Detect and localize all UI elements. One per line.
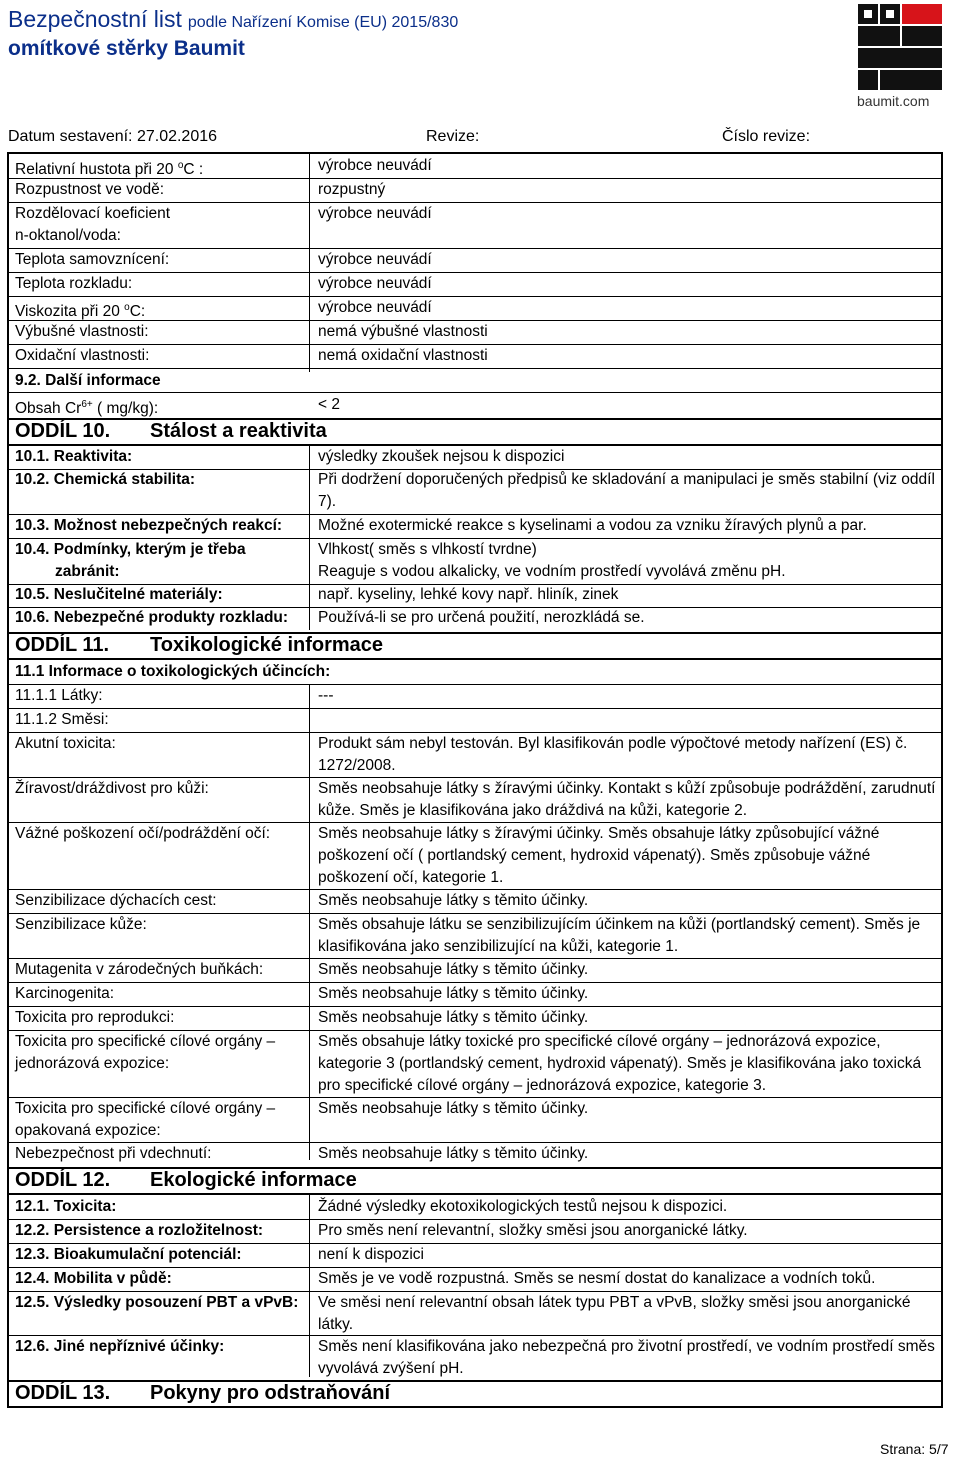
table-row (9, 732, 941, 778)
row-value: Směs je ve vodě rozpustná. Směs se nesmí dostat do kanalizace a vodních toků. (318, 1270, 876, 1287)
subsection-heading: 9.2. Další informace (15, 372, 161, 389)
row-label: 10.2. Chemická stabilita: (15, 471, 196, 488)
table-row (9, 660, 941, 685)
row-label-continued: n-oktanol/voda: (15, 227, 121, 244)
table-row (9, 1219, 941, 1244)
table-row (9, 1195, 941, 1220)
row-value: Žádné výsledky ekotoxikologických testů nejsou k dispozici. (318, 1198, 728, 1215)
section-13-header (9, 1380, 941, 1406)
row-label: 12.5. Výsledky posouzení PBT a vPvB: (15, 1294, 299, 1311)
row-value: výrobce neuvádí (318, 299, 432, 316)
row-label: 12.6. Jiné nepříznivé účinky: (15, 1338, 225, 1355)
row-value: výrobce neuvádí (318, 205, 432, 222)
row-label: Toxicita pro specifické cílové orgány – jednorázová expozice: (15, 1033, 276, 1073)
table-row (9, 889, 941, 914)
row-label: Senzibilizace dýchacích cest: (15, 892, 217, 909)
table-row (9, 446, 941, 470)
row-label: 12.3. Bioakumulační potenciál: (15, 1246, 242, 1263)
document-body (7, 152, 943, 1408)
table-row (9, 1006, 941, 1031)
row-label-continued: zabránit: (55, 563, 120, 580)
revision-label: Revize: (426, 128, 480, 145)
section-10-header (9, 418, 941, 446)
table-row (9, 777, 941, 823)
row-label: Relativní hustota při 20 $^o$C : (15, 160, 204, 179)
table-row (9, 514, 941, 539)
table-row (9, 344, 941, 369)
row-value: Směs není klasifikována jako nebezpečná pro životní prostředí, ve vodním prostředí směs vyvolává zvýšení pH. (318, 1338, 935, 1377)
row-label: Výbušné vlastnosti: (15, 323, 149, 340)
table-row (9, 1291, 941, 1336)
row-label: 12.1. Toxicita: (15, 1198, 117, 1215)
row-label: 10.6. Nebezpečné produkty rozkladu: (15, 609, 289, 626)
title-regulation: podle Nařízení Komise (EU) 2015/830 (187, 14, 459, 31)
row-label: 10.3. Možnost nebezpečných reakcí: (15, 517, 283, 534)
row-label: Vážné poškození očí/podráždění očí: (15, 825, 271, 842)
row-label: Teplota rozkladu: (15, 275, 133, 292)
section-number: ODDÍL 11. (15, 634, 110, 656)
table-row (9, 154, 941, 179)
row-value: Vlhkost( směs s vlhkostí tvrdne) (318, 541, 537, 558)
section-number: ODDÍL 13. (15, 1382, 111, 1404)
row-value: Směs neobsahuje látky s těmito účinky. (318, 1100, 589, 1117)
table-row (9, 202, 941, 249)
table-row (9, 538, 941, 585)
row-value: Směs neobsahuje látky s těmito účinky. (318, 892, 589, 909)
row-label: Teplota samovznícení: (15, 251, 170, 268)
table-row (9, 822, 941, 890)
title-main: Bezpečnostní list (8, 6, 182, 32)
row-value: Produkt sám nebyl testován. Byl klasifikován podle výpočtové metody nařízení (ES) č. 1272/2008. (318, 735, 908, 774)
row-value: výrobce neuvádí (318, 157, 432, 174)
row-value: Používá-li se pro určená použití, nerozkládá se. (318, 609, 645, 626)
row-value-continued: Reaguje s vodou alkalicky, ve vodním prostředí vyvolává změnu pH. (318, 563, 786, 580)
section-11-header (9, 632, 941, 660)
section-title: Ekologické informace (150, 1169, 357, 1191)
row-label: Rozpustnost ve vodě: (15, 181, 165, 198)
row-label: 11.1.1 Látky: (15, 687, 103, 704)
row-label: Akutní toxicita: (15, 735, 116, 752)
row-value: např. kyseliny, lehké kovy např. hliník, zinek (318, 586, 619, 603)
table-row (9, 584, 941, 608)
row-value: Směs obsahuje látku se senzibilizujícím účinkem na kůži (portlandský cement). Směs je klasifikována jako senzibilizující na kůži, kategorie 1. (318, 916, 921, 955)
row-value: nemá oxidační vlastnosti (318, 347, 488, 364)
table-row (9, 296, 941, 321)
section-title: Stálost a reaktivita (150, 420, 327, 442)
row-value: Směs obsahuje látky toxické pro specifické cílové orgány – jednorázová expozice, kategorie 3 (portlandský cement, hydroxid vápenatý). Směs je klasifikována jako toxická pro specifické cílové orgány – jednorázová expozice, kategorie 3. (318, 1033, 922, 1095)
row-value: výrobce neuvádí (318, 275, 432, 292)
table-row (9, 1267, 941, 1292)
row-value: Směs neobsahuje látky s žíravými účinky. Směs obsahuje látky způsobující vážné poškození očí ( portlandský cement, hydroxid vápenatý). Směs způsobuje vážné poškození očí, kategorie 1. (318, 825, 880, 886)
date-compiled: Datum sestavení: 27.02.2016 (8, 128, 218, 145)
row-value: výrobce neuvádí (318, 251, 432, 268)
product-name: omítkové stěrky Baumit (8, 37, 245, 60)
row-value: --- (318, 687, 334, 704)
row-value: Při dodržení doporučených předpisů ke skladování a manipulaci je směs stabilní (viz oddíl 7). (318, 471, 935, 510)
section-number: ODDÍL 10. (15, 420, 111, 442)
table-row (9, 1335, 941, 1379)
table-row (9, 1142, 941, 1166)
table-row (9, 607, 941, 630)
subsection-heading: 11.1 Informace o toxikologických účincích: (15, 663, 331, 680)
section-12-header (9, 1167, 941, 1195)
table-row (9, 1030, 941, 1098)
table-row (9, 913, 941, 959)
row-label: 10.4. Podmínky, kterým je třeba (15, 541, 246, 558)
section-number: ODDÍL 12. (15, 1169, 111, 1191)
row-value: Pro směs není relevantní, složky směsi jsou anorganické látky. (318, 1222, 748, 1239)
table-row (9, 708, 941, 733)
row-value: není k dispozici (318, 1246, 424, 1263)
row-label: 12.2. Persistence a rozložitelnost: (15, 1222, 264, 1239)
row-value: nemá výbušné vlastnosti (318, 323, 488, 340)
row-label: 12.4. Mobilita v půdě: (15, 1270, 172, 1287)
table-row (9, 320, 941, 345)
row-value: výsledky zkoušek nejsou k dispozici (318, 448, 565, 465)
table-row (9, 392, 941, 416)
row-label: Toxicita pro specifické cílové orgány – opakovaná expozice: (15, 1100, 276, 1139)
revision-number-label: Číslo revize: (722, 128, 811, 145)
row-label: Senzibilizace kůže: (15, 916, 147, 933)
row-label: Karcinogenita: (15, 985, 115, 1002)
page-number: Strana: 5/7 (880, 1441, 949, 1457)
table-row (9, 469, 941, 515)
section-title: Pokyny pro odstraňování (150, 1382, 391, 1404)
logo-url: baumit.com (857, 93, 930, 109)
subsection-9-2 (9, 368, 941, 393)
row-value: rozpustný (318, 181, 386, 198)
table-row (9, 982, 941, 1007)
row-label: Toxicita pro reprodukci: (15, 1009, 175, 1026)
row-value: Možné exotermické reakce s kyselinami a vodou za vzniku žíravých plynů a par. (318, 517, 867, 534)
row-value: < 2 (318, 396, 340, 413)
baumit-logo-icon (852, 2, 948, 94)
row-value: Ve směsi není relevantní obsah látek typu PBT a vPvB, složky směsi jsou anorganické látky. (318, 1294, 911, 1333)
row-label: Viskozita při 20 $^o$C: (15, 302, 146, 321)
table-row (9, 684, 941, 709)
table-row (9, 248, 941, 273)
row-value: Směs neobsahuje látky s těmito účinky. (318, 1145, 589, 1162)
row-value: Směs neobsahuje látky s těmito účinky. (318, 1009, 589, 1026)
row-label: 11.1.2 Směsi: (15, 711, 109, 728)
table-row (9, 1243, 941, 1268)
table-row (9, 178, 941, 203)
row-label: 10.5. Neslučitelné materiály: (15, 586, 223, 603)
row-label: Obsah $Cr^{6+}$ ( mg/kg): (15, 399, 159, 418)
document-title (8, 6, 458, 33)
row-value: Směs neobsahuje látky s těmito účinky. (318, 985, 589, 1002)
row-value: Směs neobsahuje látky s žíravými účinky. Kontakt s kůží způsobuje podráždění, zarudnutí kůže. Směs je klasifikována jako dráždivá na kůži, kategorie 2. (318, 780, 936, 819)
table-row (9, 272, 941, 297)
row-label: Nebezpečnost při vdechnutí: (15, 1145, 212, 1162)
row-label: Žíravost/dráždivost pro kůži: (15, 780, 209, 797)
row-label: 10.1. Reaktivita: (15, 448, 133, 465)
section-title: Toxikologické informace (150, 634, 384, 656)
row-value: Směs neobsahuje látky s těmito účinky. (318, 961, 589, 978)
table-row (9, 1097, 941, 1143)
table-row (9, 958, 941, 983)
row-label: Mutagenita v zárodečných buňkách: (15, 961, 264, 978)
row-label: Oxidační vlastnosti: (15, 347, 150, 364)
row-label: Rozdělovací koeficient (15, 205, 171, 222)
